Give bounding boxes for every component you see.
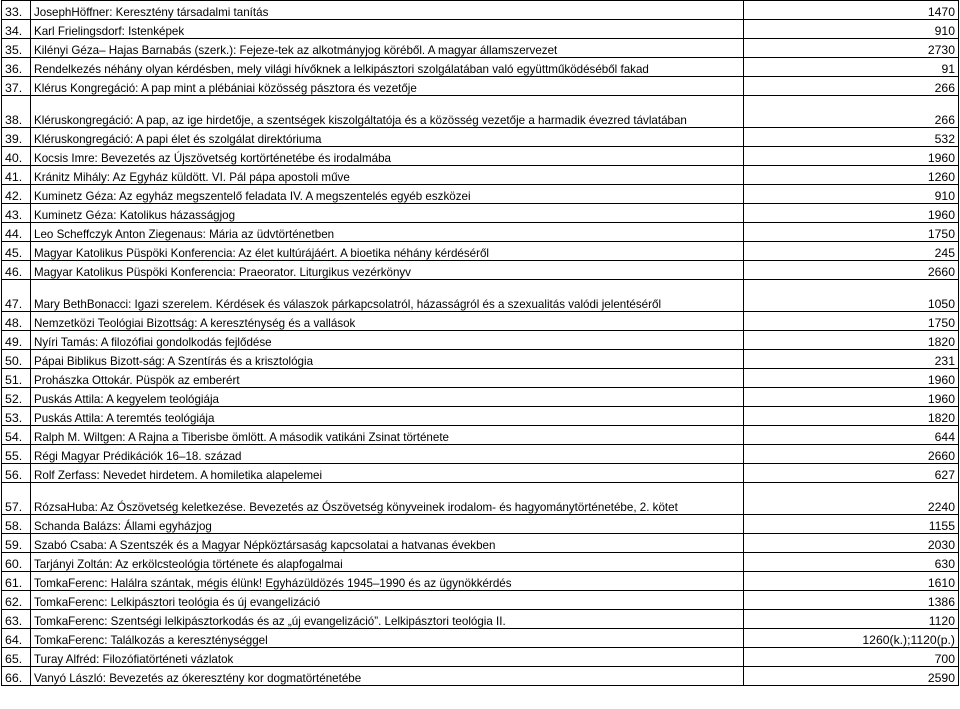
- book-title: Kránitz Mihály: Az Egyház küldött. VI. Pál pápa apostoli műve: [31, 166, 744, 185]
- book-value: 266: [744, 96, 959, 128]
- book-title: Rolf Zerfass: Nevedet hirdetem. A homiletika alapelemei: [31, 464, 744, 483]
- table-row: [2, 553, 959, 572]
- table-row: [2, 350, 959, 369]
- table-row: [2, 147, 959, 166]
- book-title: Ralph M. Wiltgen: A Rajna a Tiberisbe ömlött. A második vatikáni Zsinat története: [31, 426, 744, 445]
- row-number: 50.: [2, 350, 31, 369]
- table-row: [2, 667, 959, 686]
- book-value: 1960: [744, 369, 959, 388]
- row-number: 40.: [2, 147, 31, 166]
- book-value: 2660: [744, 445, 959, 464]
- book-title: Régi Magyar Prédikációk 16–18. század: [31, 445, 744, 464]
- table-row: [2, 331, 959, 350]
- table-row: [2, 426, 959, 445]
- table-row: [2, 242, 959, 261]
- book-title: Puskás Attila: A teremtés teológiája: [31, 407, 744, 426]
- book-title: Puskás Attila: A kegyelem teológiája: [31, 388, 744, 407]
- book-title: Schanda Balázs: Állami egyházjog: [31, 515, 744, 534]
- book-title: Prohászka Ottokár. Püspök az emberért: [31, 369, 744, 388]
- row-number: 36.: [2, 58, 31, 77]
- table-row: [2, 280, 959, 312]
- row-number: 46.: [2, 261, 31, 280]
- book-list-table: [1, 0, 959, 686]
- book-title: TomkaFerenc: Találkozás a kereszténységgel: [31, 629, 744, 648]
- table-row: [2, 166, 959, 185]
- row-number: 53.: [2, 407, 31, 426]
- row-number: 44.: [2, 223, 31, 242]
- book-list-body: [2, 1, 959, 686]
- row-number: 66.: [2, 667, 31, 686]
- row-number: 65.: [2, 648, 31, 667]
- row-number: 41.: [2, 166, 31, 185]
- row-number: 60.: [2, 553, 31, 572]
- book-value: 532: [744, 128, 959, 147]
- book-title: Kocsis Imre: Bevezetés az Újszövetség kortörténetébe és irodalmába: [31, 147, 744, 166]
- book-title: TomkaFerenc: Szentségi lelkipásztorkodás és az „új evangelizáció”. Lelkipásztori teológia II.: [31, 610, 744, 629]
- row-number: 58.: [2, 515, 31, 534]
- book-title: Kléruskongregáció: A papi élet és szolgálat direktóriuma: [31, 128, 744, 147]
- book-value: 627: [744, 464, 959, 483]
- book-title: Nyíri Tamás: A filozófiai gondolkodás fejlődése: [31, 331, 744, 350]
- row-number: 43.: [2, 204, 31, 223]
- book-title: Kléruskongregáció: A pap, az ige hirdetője, a szentségek kiszolgáltatója és a közösség vezetője a harmadik évezred távlatában: [31, 96, 744, 128]
- book-value: 700: [744, 648, 959, 667]
- row-number: 52.: [2, 388, 31, 407]
- table-row: [2, 204, 959, 223]
- book-title: Rendelkezés néhány olyan kérdésben, mely világi hívőknek a lelkipásztori szolgálatában való együttműködéséből fakad: [31, 58, 744, 77]
- book-title: Klérus Kongregáció: A pap mint a plébániai közösség pásztora és vezetője: [31, 77, 744, 96]
- book-value: 1750: [744, 223, 959, 242]
- book-value: 910: [744, 185, 959, 204]
- row-number: 35.: [2, 39, 31, 58]
- row-number: 42.: [2, 185, 31, 204]
- row-number: 55.: [2, 445, 31, 464]
- book-value: 1050: [744, 280, 959, 312]
- book-value: 1155: [744, 515, 959, 534]
- book-value: 910: [744, 20, 959, 39]
- book-title: Turay Alfréd: Filozófiatörténeti vázlatok: [31, 648, 744, 667]
- book-value: 1120: [744, 610, 959, 629]
- table-row: [2, 39, 959, 58]
- row-number: 47.: [2, 280, 31, 312]
- table-row: [2, 648, 959, 667]
- book-value: 1960: [744, 204, 959, 223]
- row-number: 64.: [2, 629, 31, 648]
- table-row: [2, 445, 959, 464]
- row-number: 59.: [2, 534, 31, 553]
- book-value: 1386: [744, 591, 959, 610]
- table-row: [2, 369, 959, 388]
- book-value: 1610: [744, 572, 959, 591]
- table-row: [2, 20, 959, 39]
- book-value: 1960: [744, 147, 959, 166]
- book-title: Mary BethBonacci: Igazi szerelem. Kérdések és válaszok párkapcsolatról, házasságról és a szexualitás valódi jelentéséről: [31, 280, 744, 312]
- book-value: 1750: [744, 312, 959, 331]
- table-row: [2, 629, 959, 648]
- table-row: [2, 1, 959, 20]
- book-value: 1820: [744, 331, 959, 350]
- book-value: 266: [744, 77, 959, 96]
- table-row: [2, 534, 959, 553]
- row-number: 49.: [2, 331, 31, 350]
- book-value: 245: [744, 242, 959, 261]
- row-number: 45.: [2, 242, 31, 261]
- book-title: Kilényi Géza– Hajas Barnabás (szerk.): Fejeze-tek az alkotmányjog köréből. A magyar államszervezet: [31, 39, 744, 58]
- row-number: 37.: [2, 77, 31, 96]
- table-row: [2, 572, 959, 591]
- row-number: 56.: [2, 464, 31, 483]
- book-title: TomkaFerenc: Halálra szántak, mégis élünk! Egyházüldözés 1945–1990 és az ügynökkérdés: [31, 572, 744, 591]
- table-row: [2, 388, 959, 407]
- table-row: [2, 312, 959, 331]
- row-number: 57.: [2, 483, 31, 515]
- table-row: [2, 77, 959, 96]
- book-title: Magyar Katolikus Püspöki Konferencia: Praeorator. Liturgikus vezérkönyv: [31, 261, 744, 280]
- book-title: Kuminetz Géza: Az egyház megszentelő feladata IV. A megszentelés egyéb eszközei: [31, 185, 744, 204]
- table-row: [2, 464, 959, 483]
- book-value: 2590: [744, 667, 959, 686]
- book-title: Leo Scheffczyk Anton Ziegenaus: Mária az üdvtörténetben: [31, 223, 744, 242]
- book-title: JosephHöffner: Keresztény társadalmi tanítás: [31, 1, 744, 20]
- book-title: Pápai Biblikus Bizott-ság: A Szentírás és a krisztológia: [31, 350, 744, 369]
- book-title: Magyar Katolikus Püspöki Konferencia: Az élet kultúrájáért. A bioetika néhány kérdéséről: [31, 242, 744, 261]
- table-row: [2, 515, 959, 534]
- book-title: RózsaHuba: Az Ószövetség keletkezése. Bevezetés az Ószövetség könyveinek irodalom- és hagyománytörténetébe, 2. kötet: [31, 483, 744, 515]
- book-title: TomkaFerenc: Lelkipásztori teológia és új evangelizáció: [31, 591, 744, 610]
- table-row: [2, 261, 959, 280]
- table-row: [2, 591, 959, 610]
- table-row: [2, 58, 959, 77]
- book-title: Karl Frielingsdorf: Istenképek: [31, 20, 744, 39]
- row-number: 54.: [2, 426, 31, 445]
- book-value: 1260(k.);1120(p.): [744, 629, 959, 648]
- row-number: 61.: [2, 572, 31, 591]
- book-value: 1470: [744, 1, 959, 20]
- row-number: 51.: [2, 369, 31, 388]
- table-row: [2, 407, 959, 426]
- table-row: [2, 96, 959, 128]
- row-number: 34.: [2, 20, 31, 39]
- book-title: Kuminetz Géza: Katolikus házasságjog: [31, 204, 744, 223]
- table-row: [2, 610, 959, 629]
- book-value: 91: [744, 58, 959, 77]
- book-title: Vanyó László: Bevezetés az ókeresztény kor dogmatörténetébe: [31, 667, 744, 686]
- book-value: 2660: [744, 261, 959, 280]
- row-number: 62.: [2, 591, 31, 610]
- row-number: 48.: [2, 312, 31, 331]
- table-row: [2, 128, 959, 147]
- book-value: 2030: [744, 534, 959, 553]
- book-value: 644: [744, 426, 959, 445]
- book-value: 1960: [744, 388, 959, 407]
- book-value: 1820: [744, 407, 959, 426]
- book-title: Tarjányi Zoltán: Az erkölcsteológia története és alapfogalmai: [31, 553, 744, 572]
- book-title: Nemzetközi Teológiai Bizottság: A kereszténység és a vallások: [31, 312, 744, 331]
- row-number: 38.: [2, 96, 31, 128]
- table-row: [2, 185, 959, 204]
- book-value: 630: [744, 553, 959, 572]
- row-number: 39.: [2, 128, 31, 147]
- book-value: 1260: [744, 166, 959, 185]
- table-row: [2, 483, 959, 515]
- table-row: [2, 223, 959, 242]
- row-number: 33.: [2, 1, 31, 20]
- book-value: 231: [744, 350, 959, 369]
- book-value: 2240: [744, 483, 959, 515]
- row-number: 63.: [2, 610, 31, 629]
- book-title: Szabó Csaba: A Szentszék és a Magyar Népköztársaság kapcsolatai a hatvanas években: [31, 534, 744, 553]
- book-value: 2730: [744, 39, 959, 58]
